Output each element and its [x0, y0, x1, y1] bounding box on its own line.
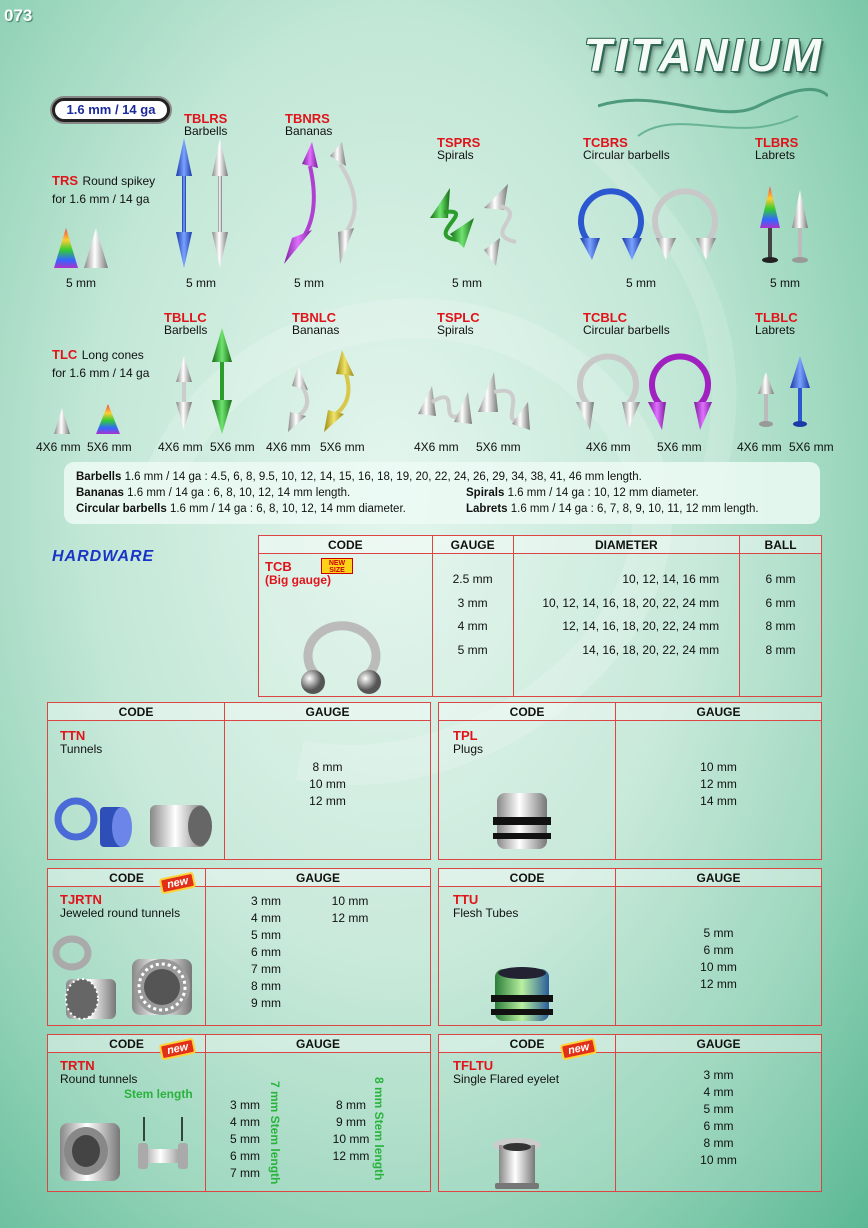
spec-barbells [76, 470, 642, 485]
trs-size: 5 mm [66, 276, 96, 290]
tbllc-size-large: 5X6 mm [210, 440, 255, 454]
tpl-gauge-2: 12 mm [700, 777, 737, 791]
tlblc-code: TLBLC [755, 310, 798, 325]
tjrtn-code: TJRTN [60, 892, 102, 907]
tjrtn-gauge-b2: 12 mm [331, 911, 369, 925]
tpl-code-cell [439, 721, 616, 860]
ttn-gauge-1: 8 mm [312, 760, 343, 774]
banana-long-cone-image [284, 346, 364, 436]
gauge-badge: 1.6 mm / 14 ga [52, 98, 170, 122]
spec-spirals-label: Spirals [466, 487, 505, 499]
tpl-desc: Plugs [453, 742, 484, 756]
tcb-code-cell [259, 554, 433, 697]
spec-bananas [76, 486, 350, 501]
trtn-gauge-b4: 12 mm [332, 1149, 370, 1163]
tpl-gauge-3: 14 mm [700, 794, 737, 808]
tjrtn-table [47, 868, 431, 1026]
tcb-ball-row-3: 8 mm [765, 619, 796, 633]
tlc-size-large: 5X6 mm [87, 440, 132, 454]
tcb-diameter-row-4: 14, 16, 18, 20, 22, 24 mm [582, 642, 720, 657]
tlbrs-code: TLBRS [755, 135, 799, 150]
trtn-gauge-b3: 10 mm [332, 1132, 370, 1146]
tlbrs-label [755, 136, 798, 162]
ttu-code-cell [439, 887, 616, 1026]
tpl-gauge-1: 10 mm [700, 760, 737, 774]
trs-desc-gauge: for 1.6 mm / 14 ga [52, 192, 150, 206]
trtn-gauge-b2: 9 mm [336, 1115, 366, 1129]
tjrtn-new-badge: new [159, 871, 197, 894]
trtn-desc: Round tunnels [60, 1072, 138, 1086]
ttn-table [47, 702, 431, 860]
trtn-gauge-b1: 8 mm [336, 1098, 366, 1112]
ttu-gauge-1: 5 mm [703, 926, 734, 940]
tbllc-code: TBLLC [164, 310, 207, 325]
trtn-gauge-a1: 3 mm [230, 1098, 260, 1112]
tjrtn-gauge-col-b [310, 893, 390, 927]
page-number: 073 [4, 6, 33, 25]
tbllc-desc: Barbells [164, 323, 208, 337]
spec-circular [76, 502, 406, 517]
tbnlc-code: TBNLC [292, 310, 337, 325]
barbell-spike-image [168, 136, 238, 270]
tsprs-label [437, 136, 480, 162]
tjrtn-gauge-a1: 3 mm [251, 894, 281, 908]
tjrtn-gauge-cell [206, 887, 431, 1026]
tfltu-gauge-2: 4 mm [703, 1085, 734, 1099]
tfltu-code: TFLTU [453, 1058, 494, 1073]
tpl-gauge-cell [616, 721, 822, 860]
ttu-gauge-3: 10 mm [700, 960, 737, 974]
trtn-gauge-a2: 4 mm [230, 1115, 260, 1129]
tcbrs-label [583, 136, 670, 162]
tbnlc-size-small: 4X6 mm [266, 440, 311, 454]
tcbrs-size: 5 mm [626, 276, 656, 290]
tfltu-header-code: CODE [439, 1035, 616, 1053]
tcblc-label [583, 311, 670, 337]
spec-spirals-text: 1.6 mm / 14 ga : 10, 12 mm diameter. [507, 487, 699, 499]
tcb-header-code: CODE [259, 536, 433, 554]
tjrtn-gauge-a7: 9 mm [251, 996, 281, 1010]
page-title: TITANIUM [583, 29, 824, 81]
trs-code: TRS [52, 173, 78, 188]
tbnlc-label [292, 311, 339, 337]
new-size-badge [321, 558, 353, 574]
tjrtn-desc: Jeweled round tunnels [60, 906, 181, 920]
spec-circular-text: 1.6 mm / 14 ga : 6, 8, 10, 12, 14 mm diameter. [169, 503, 406, 515]
tfltu-gauge-1: 3 mm [703, 1068, 734, 1082]
tcb-ball-row-2: 6 mm [765, 595, 796, 610]
new-size-line1: NEW [328, 560, 346, 567]
tpl-code: TPL [453, 728, 478, 743]
ttu-header-gauge: GAUGE [616, 869, 822, 887]
tpl-table [438, 702, 822, 860]
tcb-diameter-row-2: 10, 12, 14, 16, 18, 20, 22, 24 mm [542, 595, 720, 610]
tsplc-code: TSPLC [437, 310, 480, 325]
ttu-table [438, 868, 822, 1026]
labret-spike-image [756, 184, 816, 270]
tfltu-desc: Single Flared eyelet [453, 1072, 560, 1086]
tsplc-size-small: 4X6 mm [414, 440, 459, 454]
ttn-gauge-cell [225, 721, 431, 860]
spec-labrets [466, 502, 759, 517]
tcb-gauge-row-4: 5 mm [457, 642, 488, 657]
tbnlc-size-large: 5X6 mm [320, 440, 365, 454]
tcb-header-ball: BALL [740, 536, 822, 554]
tbnrs-label [285, 112, 332, 138]
spec-labrets-text: 1.6 mm / 14 ga : 6, 7, 8, 9, 10, 11, 12 mm length. [510, 503, 759, 515]
ttn-header-code: CODE [48, 703, 225, 721]
flared-eyelet-image [489, 1135, 549, 1193]
tcb-table [258, 535, 822, 697]
trtn-new-badge: new [159, 1037, 197, 1060]
tcb-gauge-row-1: 2.5 mm [452, 572, 493, 586]
trs-desc: Round spikey [82, 174, 156, 188]
round-tunnels-image [52, 1109, 202, 1193]
tfltu-gauge-3: 5 mm [703, 1102, 734, 1116]
trtn-gauge-a4: 6 mm [230, 1149, 260, 1163]
long-cone-pair-image [50, 402, 124, 438]
tfltu-gauge-cell [616, 1053, 822, 1192]
tfltu-gauge-6: 10 mm [700, 1153, 737, 1167]
banana-spike-image [280, 140, 370, 270]
tcbrs-code: TCBRS [583, 135, 628, 150]
tbnrs-code: TBNRS [285, 111, 330, 126]
ttn-code: TTN [60, 728, 86, 743]
trtn-header-code: CODE [48, 1035, 206, 1053]
tpl-header-code: CODE [439, 703, 616, 721]
trtn-gauge-cell [206, 1053, 431, 1192]
tlblc-size-large: 5X6 mm [789, 440, 834, 454]
trtn-table [47, 1034, 431, 1192]
tlblc-desc: Labrets [755, 323, 796, 337]
tfltu-header-gauge: GAUGE [616, 1035, 822, 1053]
hardware-heading: HARDWARE [52, 548, 155, 565]
tblrs-size: 5 mm [186, 276, 216, 290]
tpl-header-gauge: GAUGE [616, 703, 822, 721]
tlblc-size-small: 4X6 mm [737, 440, 782, 454]
ttu-gauge-4: 12 mm [700, 977, 737, 991]
tcb-diameter-row-1: 10, 12, 14, 16 mm [622, 572, 720, 586]
trtn-gauge-a3: 5 mm [230, 1132, 260, 1146]
tcb-gauge-cell [432, 554, 513, 697]
tbnrs-desc: Bananas [285, 124, 333, 138]
tlc-label [52, 346, 149, 382]
stem-8mm-label: 8 mm Stem length [372, 1077, 386, 1181]
tlc-size-small: 4X6 mm [36, 440, 81, 454]
jeweled-tunnels-image [52, 929, 202, 1025]
tcblc-size-large: 5X6 mm [657, 440, 702, 454]
barbell-long-cone-image [170, 326, 250, 436]
ttu-desc: Flesh Tubes [453, 906, 519, 920]
tjrtn-gauge-a2: 4 mm [251, 911, 281, 925]
tfltu-table [438, 1034, 822, 1192]
tcb-header-gauge: GAUGE [432, 536, 513, 554]
tcblc-size-small: 4X6 mm [586, 440, 631, 454]
tsplc-size-large: 5X6 mm [476, 440, 521, 454]
circular-barbell-spike-image [572, 186, 722, 272]
tjrtn-header-code: CODE [48, 869, 206, 887]
flesh-tube-image [489, 961, 559, 1027]
ttu-gauge-cell [616, 887, 822, 1026]
tcbrs-desc: Circular barbells [583, 148, 670, 162]
tsprs-desc: Spirals [437, 148, 474, 162]
tcb-desc: (Big gauge) [265, 573, 331, 587]
tbllc-size-small: 4X6 mm [158, 440, 203, 454]
circular-barbell-long-cone-image [570, 362, 720, 434]
tbnlc-desc: Bananas [292, 323, 340, 337]
spiral-long-cone-image [414, 362, 534, 432]
spiral-spike-image [420, 178, 530, 268]
trs-label [52, 172, 155, 208]
tjrtn-gauge-col-a [226, 893, 306, 1012]
new-size-line2: SIZE [329, 567, 345, 574]
tcb-header-diameter: DIAMETER [513, 536, 740, 554]
tfltu-gauge-4: 6 mm [703, 1119, 734, 1133]
tjrtn-gauge-b1: 10 mm [331, 894, 369, 908]
spec-bananas-label: Bananas [76, 487, 124, 499]
tcb-ball-cell [740, 554, 822, 697]
tcb-gauge-row-2: 3 mm [457, 595, 488, 610]
trtn-gauge-a5: 7 mm [230, 1166, 260, 1180]
ttu-header-code: CODE [439, 869, 616, 887]
ttn-gauge-3: 12 mm [309, 794, 346, 808]
tfltu-gauge-5: 8 mm [703, 1136, 734, 1150]
spec-circular-label: Circular barbells [76, 503, 167, 515]
tcb-diameter-row-3: 12, 14, 16, 18, 20, 22, 24 mm [562, 619, 720, 633]
tsplc-desc: Spirals [437, 323, 474, 337]
ttu-gauge-2: 6 mm [703, 943, 734, 957]
spec-spirals [466, 486, 699, 501]
tbnrs-size: 5 mm [294, 276, 324, 290]
tjrtn-gauge-a4: 6 mm [251, 945, 281, 959]
tcb-diameter-cell [513, 554, 740, 697]
tfltu-new-badge: new [560, 1037, 598, 1060]
tblrs-code: TBLRS [184, 111, 228, 126]
spec-barbells-text: 1.6 mm / 14 ga : 4.5, 6, 8, 9.5, 10, 12, 14, 15, 16, 18, 19, 20, 22, 24, 26, 29, 34, 38, 41, 46 mm length. [124, 471, 642, 483]
tblrs-desc: Barbells [184, 124, 228, 138]
spec-bananas-text: 1.6 mm / 14 ga : 6, 8, 10, 12, 14 mm length. [127, 487, 351, 499]
horseshoe-ring-image [297, 608, 387, 700]
tjrtn-gauge-a5: 7 mm [251, 962, 281, 976]
spec-barbells-label: Barbells [76, 471, 122, 483]
tcblc-desc: Circular barbells [583, 323, 670, 337]
ttn-header-gauge: GAUGE [225, 703, 431, 721]
ttn-gauge-2: 10 mm [309, 777, 346, 791]
stem-length-label: Stem length [124, 1087, 193, 1101]
ttu-code: TTU [453, 892, 479, 907]
tlbrs-size: 5 mm [770, 276, 800, 290]
tsprs-size: 5 mm [452, 276, 482, 290]
round-spike-pair-image [52, 226, 112, 274]
ttn-desc: Tunnels [60, 742, 103, 756]
tunnels-image [52, 789, 222, 855]
tjrtn-gauge-a6: 8 mm [251, 979, 281, 993]
ttn-code-cell [48, 721, 225, 860]
plug-image [489, 781, 559, 861]
tsprs-code: TSPRS [437, 135, 481, 150]
tlblc-label [755, 311, 798, 337]
tblrs-label [184, 112, 227, 138]
tlbrs-desc: Labrets [755, 148, 796, 162]
trtn-header-gauge: GAUGE [206, 1035, 431, 1053]
spec-labrets-label: Labrets [466, 503, 508, 515]
labret-long-cone-image [754, 354, 814, 434]
length-specs-box [64, 462, 820, 524]
tcb-gauge-row-3: 4 mm [457, 619, 488, 633]
tjrtn-header-gauge: GAUGE [206, 869, 431, 887]
tsplc-label [437, 311, 480, 337]
tcb-ball-row-4: 8 mm [765, 642, 796, 657]
tlc-code: TLC [52, 347, 78, 362]
tlc-desc: Long cones [81, 348, 144, 362]
tjrtn-gauge-a3: 5 mm [251, 928, 281, 942]
tcb-code: TCB [265, 559, 292, 574]
stem-7mm-label: 7 mm Stem length [268, 1081, 282, 1185]
trtn-code: TRTN [60, 1058, 95, 1073]
tcb-ball-row-1: 6 mm [765, 572, 796, 586]
tlc-desc-gauge: for 1.6 mm / 14 ga [52, 366, 150, 380]
tcblc-code: TCBLC [583, 310, 628, 325]
